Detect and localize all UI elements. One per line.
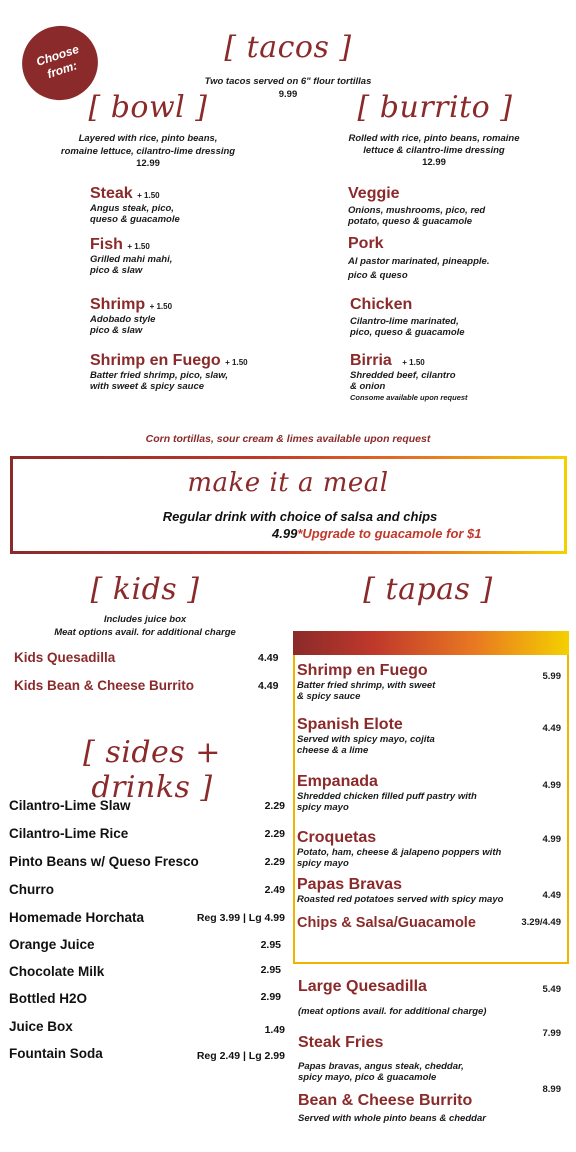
tapas-item-name: Chips & Salsa/Guacamole xyxy=(297,915,476,931)
protein-chicken xyxy=(350,296,560,338)
sides-drinks-title: [ sides + drinks ] xyxy=(83,735,221,805)
side-item-price: 2.49 xyxy=(264,884,285,896)
bowl-desc-line1: Layered with rice, pinto beans, xyxy=(78,133,218,144)
protein-desc-line3: Consome available upon request xyxy=(350,393,468,402)
protein-name: Chicken xyxy=(350,296,413,313)
protein-name: Veggie xyxy=(348,185,400,202)
tapas-item-desc-line1: Roasted red potatoes served with spicy mayo xyxy=(297,894,504,905)
protein-veggie xyxy=(348,185,558,227)
protein-desc-line1: Shredded beef, cilantro xyxy=(350,370,456,381)
side-item-name: Homemade Horchata xyxy=(9,910,145,925)
protein-name: Birria xyxy=(350,352,392,369)
extra-item-desc-line2: spicy mayo, pico & guacamole xyxy=(298,1072,437,1083)
extra-item-price: 8.99 xyxy=(542,1084,561,1095)
tapas-item xyxy=(297,662,563,702)
tapas-gradient-bar xyxy=(293,631,569,655)
protein-addon: + 1.50 xyxy=(402,358,425,367)
protein-name: Pork xyxy=(348,235,384,252)
extra-item-bean-cheese-burrito xyxy=(298,1084,563,1124)
bowl-desc-line2: romaine lettuce, cilantro-lime dressing xyxy=(60,146,236,157)
tapas-item-desc-line2: spicy mayo xyxy=(297,802,349,813)
burrito-desc-line2: lettuce & cilantro-lime dressing xyxy=(363,145,505,156)
tapas-item xyxy=(297,773,563,813)
tapas-item-desc-line2: cheese & a lime xyxy=(297,745,369,756)
protein-desc-line2: pico & queso xyxy=(348,270,408,281)
tapas-item-desc-line2: & spicy sauce xyxy=(297,691,361,702)
burrito-price: 12.99 xyxy=(422,157,446,168)
protein-desc-line2: potato, queso & guacamole xyxy=(348,216,473,227)
side-item xyxy=(9,853,285,871)
tapas-item-name: Empanada xyxy=(297,773,378,790)
extra-item-name: Steak Fries xyxy=(298,1034,384,1051)
tapas-item-desc-line2: spicy mayo xyxy=(297,858,349,869)
tapas-item-price: 4.49 xyxy=(542,723,561,734)
protein-desc-line1: Batter fried shrimp, pico, slaw, xyxy=(90,370,228,381)
kids-note-line1: Includes juice box xyxy=(103,614,187,625)
side-item-name: Orange Juice xyxy=(9,937,95,952)
side-item-price: 2.29 xyxy=(264,800,285,812)
protein-steak xyxy=(90,185,280,225)
meal-price-row xyxy=(272,526,532,541)
tapas-item-name: Croquetas xyxy=(297,829,377,846)
kids-title: [ kids ] xyxy=(90,572,200,607)
protein-desc-line2: pico & slaw xyxy=(90,265,143,276)
kids-item-name: Kids Bean & Cheese Burrito xyxy=(14,678,195,693)
extra-item-name: Large Quesadilla xyxy=(298,978,427,995)
meal-line: Regular drink with choice of salsa and chips xyxy=(162,509,438,524)
extra-item-name: Bean & Cheese Burrito xyxy=(298,1092,473,1109)
side-item-price: Reg 2.49 | Lg 2.99 xyxy=(196,1050,285,1062)
tapas-item xyxy=(297,716,563,756)
meal-upgrade: *Upgrade to guacamole for $1 xyxy=(297,526,482,541)
protein-desc-line1: Onions, mushrooms, pico, red xyxy=(348,205,486,216)
side-item xyxy=(9,825,285,843)
extra-item-desc-line1: Papas bravas, angus steak, cheddar, xyxy=(298,1061,464,1072)
protein-desc-line2: with sweet & spicy sauce xyxy=(90,381,205,392)
protein-addon: + 1.50 xyxy=(149,302,173,311)
protein-shrimp-en-fuego xyxy=(90,352,290,392)
side-item-name: Fountain Soda xyxy=(9,1046,103,1061)
side-item xyxy=(9,1045,285,1063)
tacos-description: Two tacos served on 6" flour tortillas xyxy=(204,76,372,87)
side-item-name: Pinto Beans w/ Queso Fresco xyxy=(9,854,199,869)
extra-item-desc: Served with whole pinto beans & cheddar xyxy=(298,1113,486,1124)
protein-addon: + 1.50 xyxy=(127,242,150,251)
protein-desc-line2: pico & slaw xyxy=(90,325,143,336)
badge-text: Choose from: xyxy=(34,41,81,82)
side-item-price: 1.49 xyxy=(264,1024,285,1036)
burrito-title: [ burrito ] xyxy=(357,90,513,125)
side-item xyxy=(9,797,285,815)
tapas-item-name: Spanish Elote xyxy=(297,716,403,733)
tapas-item-desc-line1: Served with spicy mayo, cojita xyxy=(297,734,435,745)
side-item-price: 2.29 xyxy=(264,828,285,840)
protein-desc-line2: & onion xyxy=(350,381,386,392)
protein-desc-line1: Al pastor marinated, pineapple. xyxy=(348,256,490,267)
protein-desc-line1: Adobado style xyxy=(90,314,156,325)
protein-fish xyxy=(90,236,280,276)
side-item xyxy=(9,936,285,954)
bowl-title: [ bowl ] xyxy=(88,90,208,125)
side-item-price: 2.29 xyxy=(264,856,285,868)
tapas-item xyxy=(297,914,563,932)
bowl-price: 12.99 xyxy=(136,158,160,169)
extra-item-price: 5.49 xyxy=(542,984,561,995)
side-item xyxy=(9,963,285,981)
tacos-title: [ tacos ] xyxy=(224,30,352,65)
side-item xyxy=(9,990,285,1008)
protein-desc-line2: queso & guacamole xyxy=(90,214,180,225)
side-item-price: 2.95 xyxy=(260,939,281,951)
protein-addon: + 1.50 xyxy=(137,191,160,200)
extra-item-desc: (meat options avail. for additional charge) xyxy=(298,1006,487,1017)
tacos-price: 9.99 xyxy=(278,89,298,100)
side-item-price: 2.99 xyxy=(260,991,281,1003)
protein-pork xyxy=(348,235,558,281)
tapas-item xyxy=(297,876,563,905)
protein-desc-line1: Angus steak, pico, xyxy=(90,203,174,214)
side-item-name: Churro xyxy=(9,882,54,897)
protein-name: Shrimp en Fuego xyxy=(90,352,221,369)
kids-item-price: 4.49 xyxy=(258,652,279,664)
tapas-item-price: 5.99 xyxy=(542,671,561,682)
tapas-item-price: 3.29/4.49 xyxy=(521,917,561,928)
tapas-item-desc-line1: Batter fried shrimp, with sweet xyxy=(297,680,436,691)
protein-name: Shrimp xyxy=(90,296,146,313)
tapas-title: [ tapas ] xyxy=(363,572,493,607)
side-item-name: Cilantro-Lime Rice xyxy=(9,826,129,841)
side-item-price: 2.95 xyxy=(260,964,281,976)
burrito-desc-line1: Rolled with rice, pinto beans, romaine xyxy=(348,133,520,144)
side-item xyxy=(9,909,285,927)
tapas-item-price: 4.99 xyxy=(542,780,561,791)
side-item-price: Reg 3.99 | Lg 4.99 xyxy=(196,912,285,924)
side-item-name: Chocolate Milk xyxy=(9,964,105,979)
protein-birria xyxy=(350,352,560,403)
tapas-item-name: Papas Bravas xyxy=(297,876,402,893)
protein-name: Fish xyxy=(90,236,123,253)
kids-note-line2: Meat options avail. for additional charge xyxy=(54,627,236,638)
extra-item-large-quesadilla xyxy=(298,978,563,1017)
tapas-item-price: 4.99 xyxy=(542,834,561,845)
kids-item-price: 4.49 xyxy=(258,680,279,692)
protein-addon: + 1.50 xyxy=(225,358,248,367)
tapas-item xyxy=(297,829,563,869)
protein-shrimp xyxy=(90,296,280,336)
tapas-item-desc-line1: Shredded chicken filled puff pastry with xyxy=(297,791,477,802)
side-item-name: Bottled H2O xyxy=(9,991,88,1006)
side-item-name: Juice Box xyxy=(9,1019,73,1034)
kids-item xyxy=(14,677,284,695)
side-item xyxy=(9,1018,285,1036)
side-item-name: Cilantro-Lime Slaw xyxy=(9,798,131,813)
corn-tortilla-note: Corn tortillas, sour cream & limes available upon request xyxy=(145,433,431,445)
protein-name: Steak xyxy=(90,185,133,202)
kids-item-name: Kids Quesadilla xyxy=(14,650,116,665)
protein-desc-line1: Cilantro-lime marinated, xyxy=(350,316,459,327)
side-item xyxy=(9,881,285,899)
meal-price: 4.99 xyxy=(272,526,298,541)
tapas-item-price: 4.49 xyxy=(542,890,561,901)
meal-title: make it a meal xyxy=(187,468,389,498)
kids-item xyxy=(14,649,284,667)
extra-item-steak-fries xyxy=(298,1028,563,1083)
tapas-item-desc-line1: Potato, ham, cheese & jalapeno poppers with xyxy=(297,847,502,858)
protein-desc-line1: Grilled mahi mahi, xyxy=(90,254,173,265)
tapas-item-name: Shrimp en Fuego xyxy=(297,662,428,679)
protein-desc-line2: pico, queso & guacamole xyxy=(350,327,465,338)
extra-item-price: 7.99 xyxy=(542,1028,561,1039)
